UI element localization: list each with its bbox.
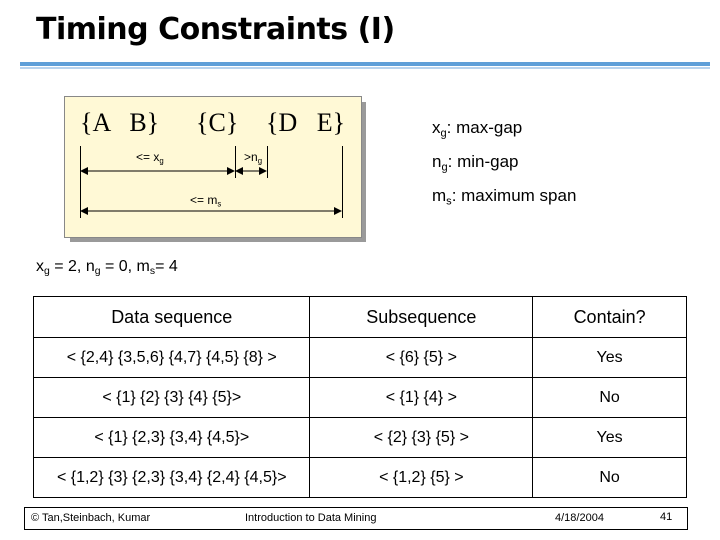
footer-page-box [636,507,686,528]
contain-cell: No [533,378,687,418]
contain-cell: No [533,458,687,498]
legend-max-span: $m_s$: maximum span [432,186,577,208]
contain-cell: Yes [533,338,687,378]
footer-date: 4/18/2004 [555,512,604,524]
contain-cell: Yes [533,418,687,458]
table-row [34,458,687,498]
slide-footer [24,507,688,530]
max-span-label: <= $m_s$ [190,193,222,209]
legend-max-gap: $x_g$: max-gap [432,118,523,140]
footer-copyright: © Tan,Steinbach, Kumar [31,512,151,524]
table-row [34,378,687,418]
legend-min-gap: $n_g$: min-gap [432,152,519,174]
parameter-values: $x_g = 2$, $n_g = 0$, $m_s= 4$ [36,258,178,278]
data-sequence-cell: < {1} {2} {3} {4} {5}> [34,378,310,418]
subsequence-cell: < {1,2} {5} > [310,458,533,498]
sequence-element-de: {D E} [266,108,346,137]
data-sequence-cell: < {1} {2,3} {3,4} {4,5}> [34,418,310,458]
subsequence-cell: < {2} {3} {5} > [310,418,533,458]
header-data-sequence: Data sequence [34,297,310,338]
header-contain: Contain? [533,297,687,338]
footer-course: Introduction to Data Mining [245,512,377,524]
table-row [34,338,687,378]
slide-title: Timing Constraints (I) [36,12,395,47]
table-header-row [34,297,687,338]
example-table [33,296,687,498]
sequence-element-c: {C} [196,108,239,137]
sequence-element-ab: {A B} [80,108,160,137]
subsequence-cell: < {6} {5} > [310,338,533,378]
max-gap-label: <= $x_g$ [136,150,164,166]
subsequence-cell: < {1} {4} > [310,378,533,418]
table-row [34,418,687,458]
min-gap-label: $>n_g$ [244,150,263,166]
data-sequence-cell: < {2,4} {3,5,6} {4,7} {4,5} {8} > [34,338,310,378]
footer-page-number: 41 [660,511,673,523]
header-subsequence: Subsequence [310,297,533,338]
data-sequence-cell: < {1,2} {3} {2,3} {3,4} {2,4} {4,5}> [34,458,310,498]
